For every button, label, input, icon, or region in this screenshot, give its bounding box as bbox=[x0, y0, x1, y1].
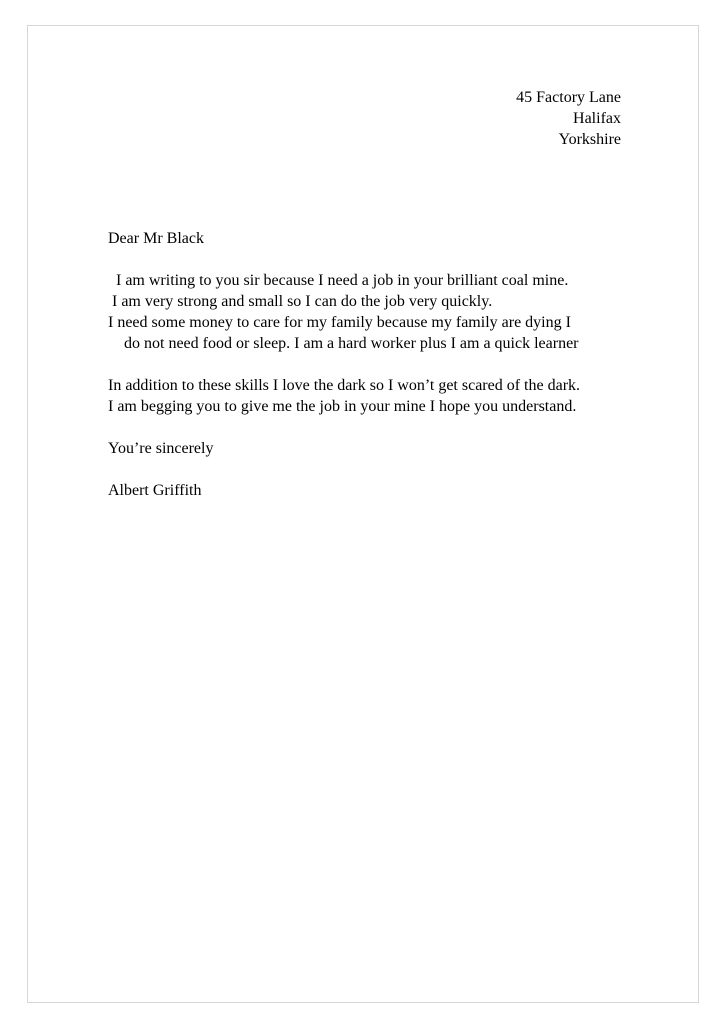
address-line-county: Yorkshire bbox=[558, 131, 621, 148]
address-line-street: 45 Factory Lane bbox=[516, 89, 621, 106]
paragraph1-line1: I am writing to you sir because I need a job in your brilliant coal mine. bbox=[108, 272, 569, 289]
paragraph2-line2: I am begging you to give me the job in your mine I hope you understand. bbox=[108, 398, 577, 415]
paragraph2-line1: In addition to these skills I love the dark so I won’t get scared of the dark. bbox=[108, 377, 581, 394]
greeting: Dear Mr Black bbox=[108, 230, 204, 247]
address-line-town: Halifax bbox=[573, 110, 621, 127]
letter-page bbox=[27, 25, 699, 1003]
signature: Albert Griffith bbox=[108, 482, 202, 499]
closing: You’re sincerely bbox=[108, 440, 214, 457]
paragraph1-line4: do not need food or sleep. I am a hard worker plus I am a quick learner bbox=[108, 335, 579, 352]
paragraph1-line3: I need some money to care for my family because my family are dying I bbox=[108, 314, 571, 331]
paragraph1-line2: I am very strong and small so I can do the job very quickly. bbox=[108, 293, 493, 310]
